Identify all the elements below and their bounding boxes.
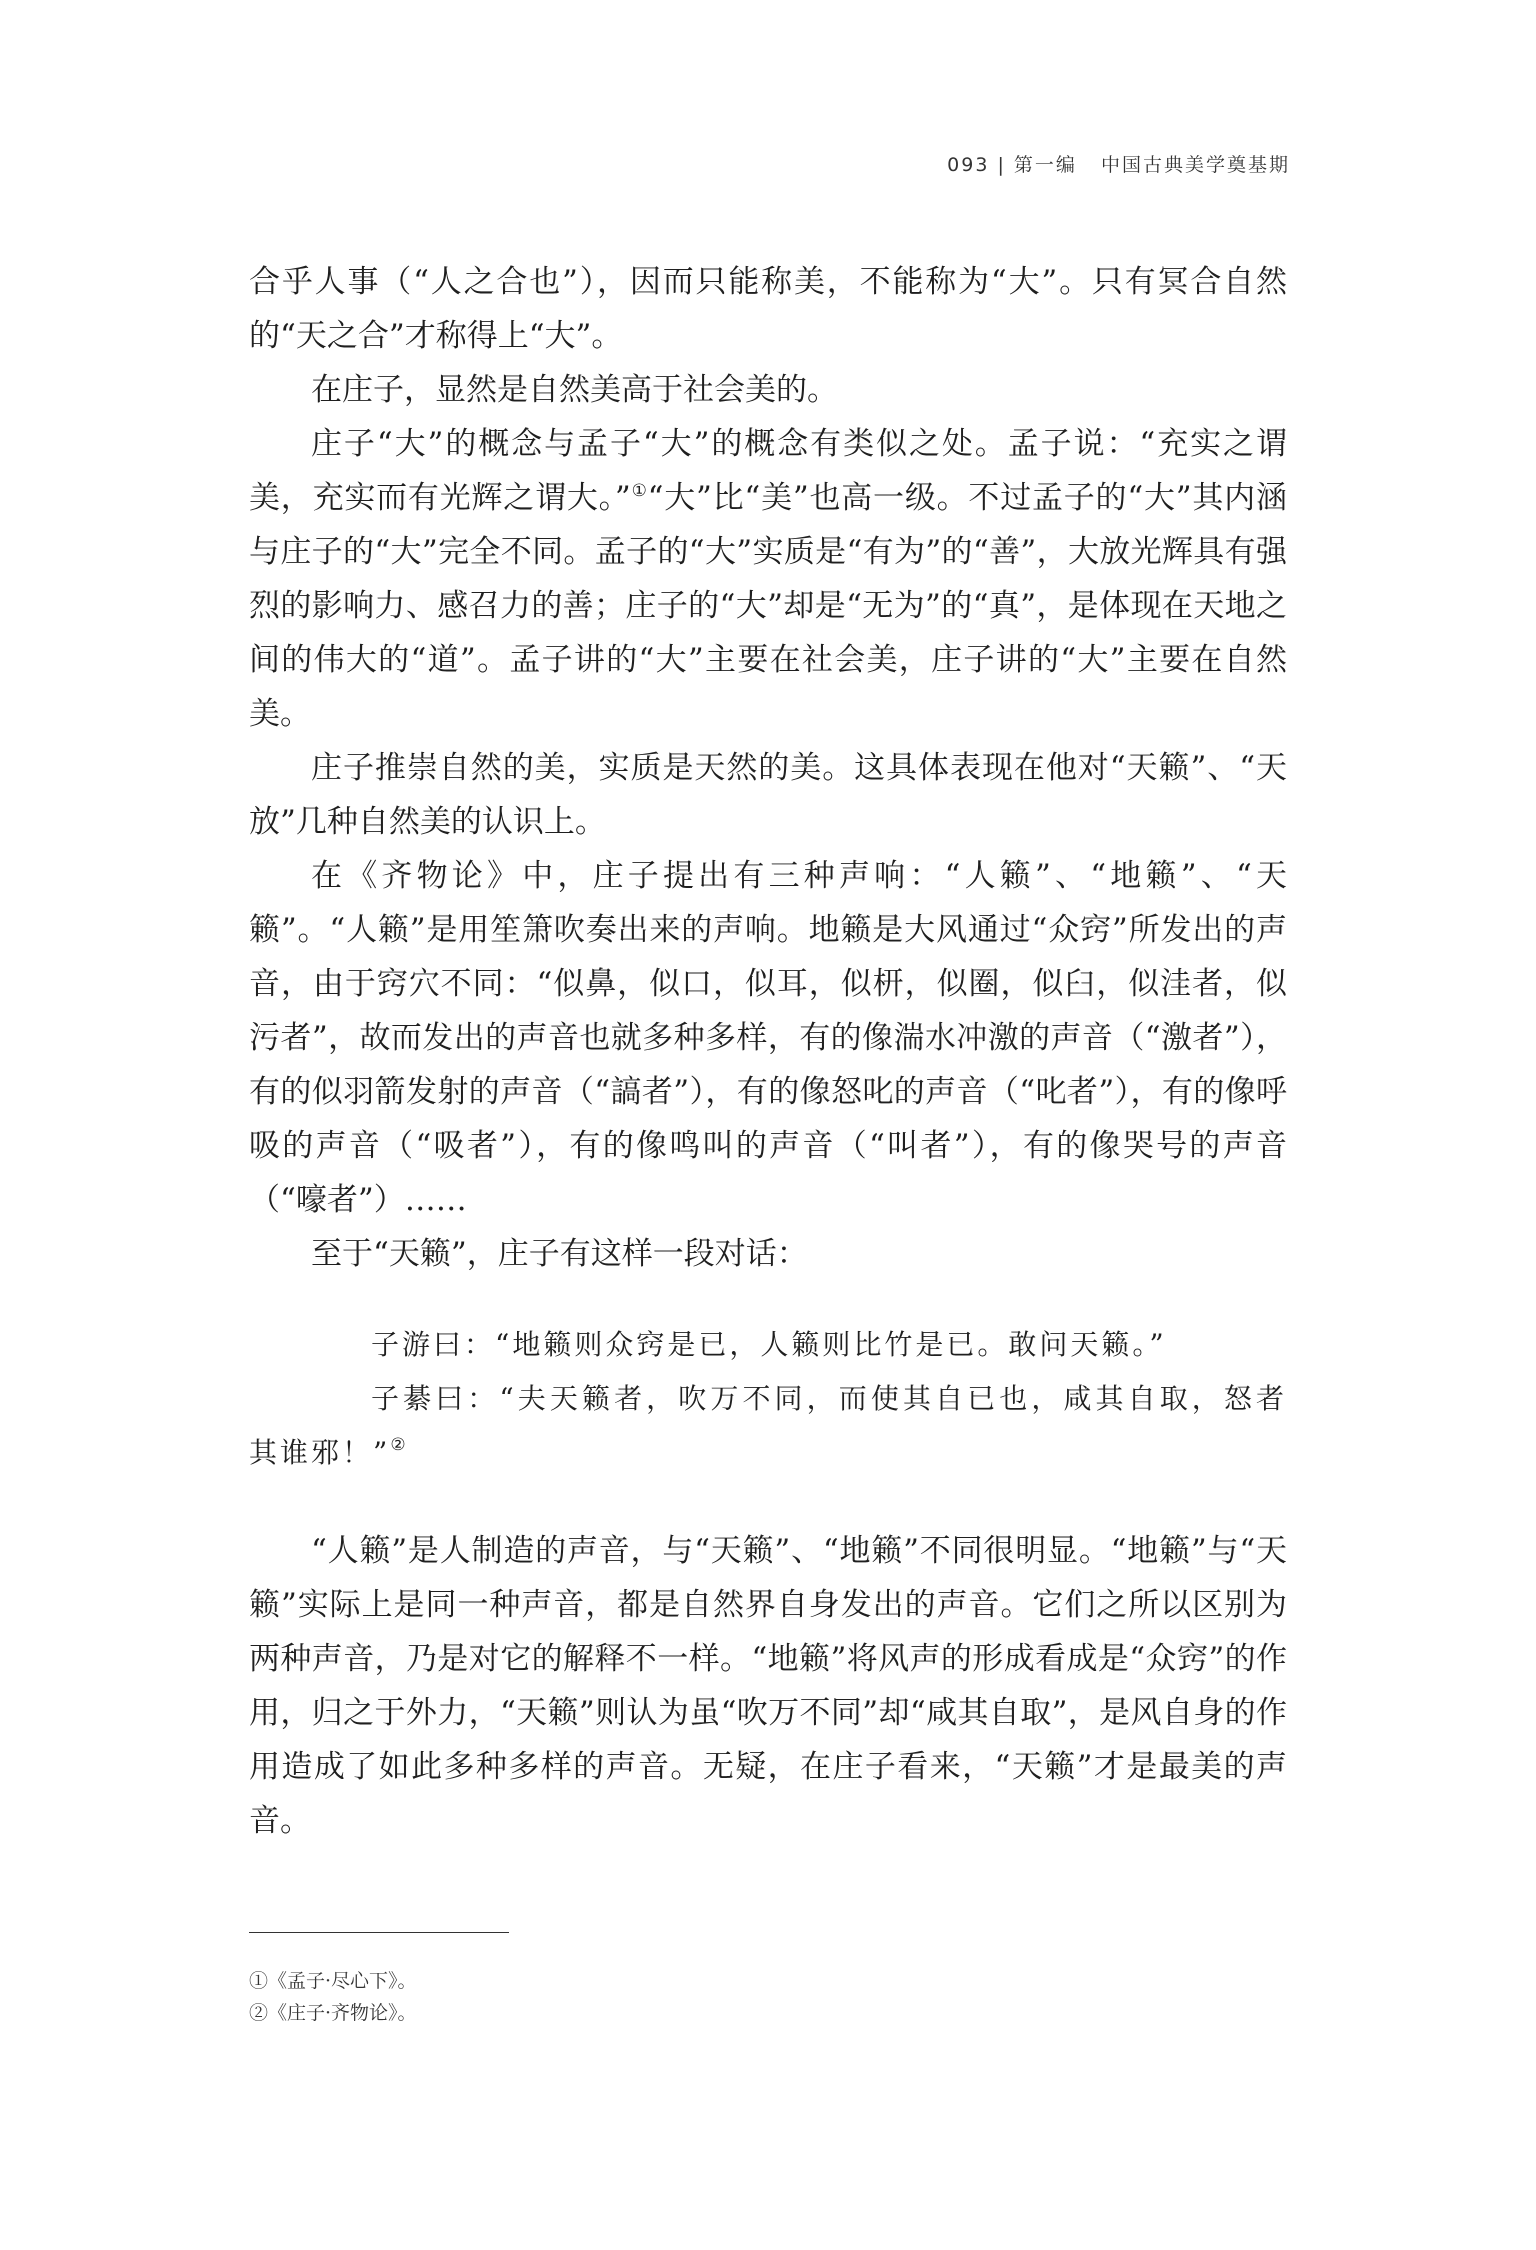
paragraph-3 (249, 417, 1287, 741)
footnote-ref-1: ① (630, 481, 648, 501)
page-number: 093 (947, 154, 990, 176)
paragraph-4: 庄子推崇自然的美，实质是天然的美。这具体表现在他对“天籁”、“天放”几种自然美的认识上。 (249, 750, 1287, 840)
paragraph-3-part-b: “大”比“美”也高一级。不过孟子的“大”其内涵与庄子的“大”完全不同。孟子的“大”实质是“有为”的“善”，大放光辉具有强烈的影响力、感召力的善；庄子的“大”却是“无为”的“真”，是体现在天地之间的伟大的“道”。孟子讲的“大”主要在社会美，庄子讲的“大”主要在自然美。 (249, 480, 1287, 732)
running-header (947, 150, 1290, 177)
footnote-2: ②《庄子·齐物论》。 (249, 2002, 417, 2024)
footnote-ref-2: ② (390, 1435, 409, 1455)
part-label: 第一编 (1013, 154, 1077, 176)
paragraph-2: 在庄子，显然是自然美高于社会美的。 (311, 372, 838, 408)
quote-1: 子游曰：“地籁则众窍是已，人籁则比竹是已。敢问天籁。” (371, 1328, 1167, 1361)
footnotes (249, 1965, 417, 2029)
body-text (249, 255, 1287, 1848)
paragraph-6: 至于“天籁”，庄子有这样一段对话： (311, 1236, 808, 1272)
paragraph-3-part-a: 庄子“大”的概念与孟子“大”的概念有类似之处。孟子说：“充实之谓美，充实而有光辉之谓大。” (249, 426, 1287, 516)
paragraph-7: “人籁”是人制造的声音，与“天籁”、“地籁”不同很明显。“地籁”与“天籁”实际上是同一种声音，都是自然界自身发出的声音。它们之所以区别为两种声音，乃是对它的解释不一样。“地籁”将风声的形成看成是“众窍”的作用，归之于外力，“天籁”则认为虽“吹万不同”却“咸其自取”，是风自身的作用造成了如此多种多样的声音。无疑，在庄子看来，“天籁”才是最美的声音。 (249, 1533, 1287, 1839)
part-title: 中国古典美学奠基期 (1100, 154, 1290, 176)
header-separator: | (997, 154, 1006, 176)
paragraph-5: 在《齐物论》中，庄子提出有三种声响：“人籁”、“地籁”、“天籁”。“人籁”是用笙箫吹奏出来的声响。地籁是大风通过“众窍”所发出的声音，由于窍穴不同：“似鼻，似口，似耳，似枅，似圈，似臼，似洼者，似污者”，故而发出的声音也就多种多样，有的像湍水冲激的声音（“激者”），有的似羽箭发射的声音（“謞者”），有的像怒叱的声音（“叱者”），有的像呼吸的声音（“吸者”），有的像鸣叫的声音（“叫者”），有的像哭号的声音（“嚎者”）…… (249, 858, 1287, 1218)
block-quote (249, 1318, 1287, 1480)
paragraph-1: 合乎人事（“人之合也”），因而只能称美，不能称为“大”。只有冥合自然的“天之合”才称得上“大”。 (249, 264, 1287, 354)
footnote-1: ①《孟子·尽心下》。 (249, 1970, 417, 1992)
quote-2 (249, 1372, 1287, 1480)
footnote-rule (249, 1932, 509, 1933)
quote-2-text: 子綦曰：“夫天籁者，吹万不同，而使其自已也，咸其自取，怒者其谁邪！” (249, 1382, 1287, 1469)
